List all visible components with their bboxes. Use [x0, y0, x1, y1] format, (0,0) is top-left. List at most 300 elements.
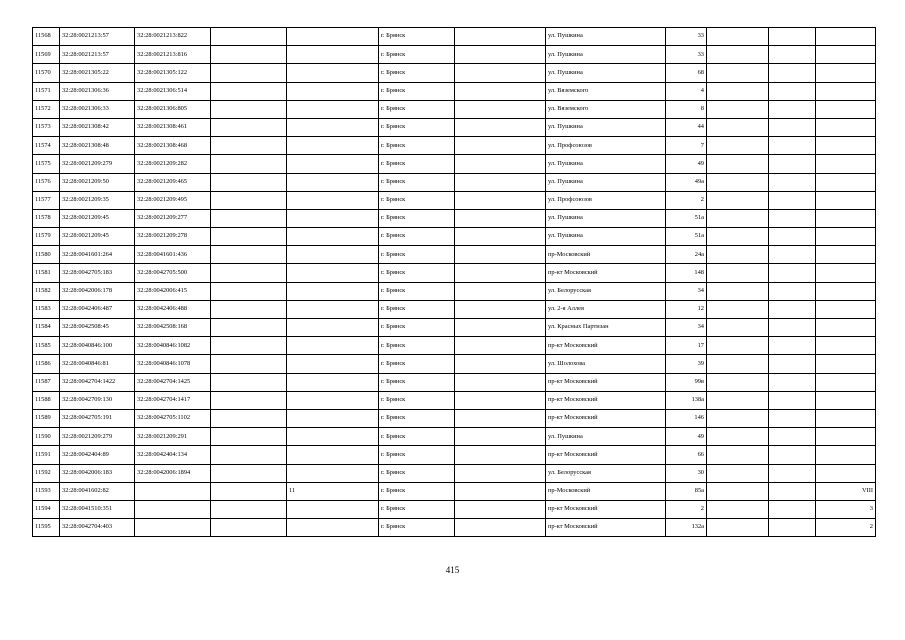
cell-extra-a: [707, 428, 769, 446]
cell-house-number: 2: [666, 191, 707, 209]
cell-extra-b: [769, 228, 816, 246]
cell-district: [455, 409, 546, 427]
cell-extra-a: [707, 319, 769, 337]
cell-row-number: 11570: [33, 64, 60, 82]
cell-extra-b: [769, 319, 816, 337]
cell-cadastral-number: 32:28:0042006:178: [60, 282, 135, 300]
cell-empty-col: [211, 46, 287, 64]
table-row: [33, 391, 876, 409]
table-row: [33, 464, 876, 482]
cell-flat-number: 2: [816, 519, 876, 537]
table-row: [33, 209, 876, 227]
cell-house-number: 66: [666, 446, 707, 464]
cell-empty-col: [211, 173, 287, 191]
cell-row-number: 11581: [33, 264, 60, 282]
cell-object-number: 32:28:0021209:291: [135, 428, 211, 446]
cell-street: ул. Пушкина: [546, 155, 666, 173]
cell-row-number: 11590: [33, 428, 60, 446]
cell-house-number: 30: [666, 464, 707, 482]
cell-house-number: 7: [666, 137, 707, 155]
cell-extra-a: [707, 519, 769, 537]
cell-object-number: 32:28:0040846:1078: [135, 355, 211, 373]
cell-cadastral-number: 32:28:0021306:36: [60, 82, 135, 100]
cell-extra-b: [769, 264, 816, 282]
table-row: [33, 100, 876, 118]
cell-empty-col: [211, 246, 287, 264]
cell-city: г. Брянск: [379, 173, 455, 191]
cell-street: ул. Красных Партизан: [546, 319, 666, 337]
cell-street: пр-Московский: [546, 482, 666, 500]
cell-flat-number: [816, 64, 876, 82]
cell-flat-number: [816, 264, 876, 282]
cell-city: г. Брянск: [379, 409, 455, 427]
cell-city: г. Брянск: [379, 482, 455, 500]
cell-city: г. Брянск: [379, 100, 455, 118]
cell-street: ул. Белорусская: [546, 282, 666, 300]
cell-street: пр-Московский: [546, 246, 666, 264]
cell-extra-a: [707, 173, 769, 191]
cell-extra-b: [769, 209, 816, 227]
cell-city: г. Брянск: [379, 246, 455, 264]
cell-district: [455, 282, 546, 300]
cell-district: [455, 446, 546, 464]
cell-cadastral-number: 32:28:0042705:183: [60, 264, 135, 282]
cell-object-number: 32:28:0021209:282: [135, 155, 211, 173]
cell-cadastral-number: 32:28:0042406:487: [60, 300, 135, 318]
table-row: [33, 246, 876, 264]
registry-table: [32, 27, 876, 537]
cell-house-number: 146: [666, 409, 707, 427]
table-row: [33, 337, 876, 355]
cell-flat-number: [816, 246, 876, 264]
cell-district: [455, 100, 546, 118]
cell-cadastral-number: 32:28:0021305:22: [60, 64, 135, 82]
cell-extra-a: [707, 264, 769, 282]
cell-empty-col: [211, 519, 287, 537]
cell-extra-a: [707, 464, 769, 482]
cell-row-number: 11584: [33, 319, 60, 337]
cell-extra-a: [707, 28, 769, 46]
cell-flat-number: [816, 428, 876, 446]
cell-street: ул. Профсоюзов: [546, 137, 666, 155]
cell-object-number: [135, 500, 211, 518]
cell-extra-b: [769, 100, 816, 118]
cell-extra-b: [769, 464, 816, 482]
cell-extra-a: [707, 409, 769, 427]
table-row: [33, 409, 876, 427]
cell-extra-b: [769, 46, 816, 64]
cell-district: [455, 300, 546, 318]
cell-city: г. Брянск: [379, 519, 455, 537]
cell-street: ул. Пушкина: [546, 46, 666, 64]
cell-house-number: 51а: [666, 228, 707, 246]
cell-extra-b: [769, 446, 816, 464]
cell-district: [455, 464, 546, 482]
cell-row-number: 11582: [33, 282, 60, 300]
cell-house-number: 2: [666, 500, 707, 518]
cell-empty-col: [211, 228, 287, 246]
cell-row-number: 11585: [33, 337, 60, 355]
cell-building-number: [287, 264, 379, 282]
cell-row-number: 11595: [33, 519, 60, 537]
cell-city: г. Брянск: [379, 428, 455, 446]
cell-district: [455, 118, 546, 136]
cell-cadastral-number: 32:28:0021209:279: [60, 428, 135, 446]
cell-building-number: [287, 464, 379, 482]
cell-object-number: 32:28:0021308:468: [135, 137, 211, 155]
cell-cadastral-number: 32:28:0021308:42: [60, 118, 135, 136]
cell-district: [455, 373, 546, 391]
cell-district: [455, 155, 546, 173]
cell-cadastral-number: 32:28:0041601:264: [60, 246, 135, 264]
cell-object-number: 32:28:0042705:500: [135, 264, 211, 282]
cell-extra-b: [769, 282, 816, 300]
cell-extra-b: [769, 155, 816, 173]
cell-row-number: 11578: [33, 209, 60, 227]
cell-extra-a: [707, 137, 769, 155]
cell-extra-a: [707, 100, 769, 118]
cell-building-number: [287, 500, 379, 518]
cell-cadastral-number: 32:28:0042709:130: [60, 391, 135, 409]
cell-flat-number: [816, 28, 876, 46]
table-row: [33, 446, 876, 464]
cell-object-number: 32:28:0040846:1082: [135, 337, 211, 355]
cell-row-number: 11573: [33, 118, 60, 136]
cell-street: ул. Пушкина: [546, 28, 666, 46]
cell-flat-number: [816, 173, 876, 191]
cell-flat-number: [816, 118, 876, 136]
cell-street: ул. Пушкина: [546, 228, 666, 246]
cell-house-number: 24а: [666, 246, 707, 264]
cell-building-number: [287, 373, 379, 391]
cell-street: пр-кт Московский: [546, 500, 666, 518]
cell-building-number: [287, 246, 379, 264]
cell-object-number: 32:28:0021306:514: [135, 82, 211, 100]
cell-extra-b: [769, 300, 816, 318]
cell-city: г. Брянск: [379, 264, 455, 282]
cell-building-number: [287, 409, 379, 427]
cell-row-number: 11592: [33, 464, 60, 482]
cell-house-number: 49: [666, 428, 707, 446]
cell-extra-a: [707, 46, 769, 64]
cell-house-number: 148: [666, 264, 707, 282]
cell-object-number: 32:28:0021209:465: [135, 173, 211, 191]
cell-flat-number: [816, 137, 876, 155]
cell-empty-col: [211, 300, 287, 318]
cell-row-number: 11572: [33, 100, 60, 118]
cell-flat-number: [816, 300, 876, 318]
table-row: [33, 64, 876, 82]
cell-cadastral-number: 32:28:0021213:57: [60, 46, 135, 64]
cell-flat-number: [816, 464, 876, 482]
cell-street: пр-кт Московский: [546, 391, 666, 409]
cell-district: [455, 264, 546, 282]
cell-city: г. Брянск: [379, 337, 455, 355]
cell-district: [455, 246, 546, 264]
cell-object-number: 32:28:0042406:488: [135, 300, 211, 318]
cell-district: [455, 500, 546, 518]
cell-extra-b: [769, 28, 816, 46]
cell-district: [455, 428, 546, 446]
cell-flat-number: [816, 409, 876, 427]
cell-city: г. Брянск: [379, 64, 455, 82]
cell-row-number: 11580: [33, 246, 60, 264]
cell-empty-col: [211, 464, 287, 482]
cell-city: г. Брянск: [379, 82, 455, 100]
cell-row-number: 11586: [33, 355, 60, 373]
cell-house-number: 44: [666, 118, 707, 136]
cell-extra-b: [769, 428, 816, 446]
cell-row-number: 11577: [33, 191, 60, 209]
cell-building-number: [287, 337, 379, 355]
cell-empty-col: [211, 82, 287, 100]
cell-street: ул. Пушкина: [546, 209, 666, 227]
cell-object-number: 32:28:0042508:168: [135, 319, 211, 337]
cell-cadastral-number: 32:28:0041602:82: [60, 482, 135, 500]
cell-city: г. Брянск: [379, 300, 455, 318]
cell-house-number: 85а: [666, 482, 707, 500]
table-row: [33, 28, 876, 46]
cell-empty-col: [211, 118, 287, 136]
cell-house-number: 34: [666, 319, 707, 337]
cell-city: г. Брянск: [379, 228, 455, 246]
cell-flat-number: [816, 191, 876, 209]
cell-empty-col: [211, 337, 287, 355]
table-row: [33, 118, 876, 136]
cell-extra-b: [769, 118, 816, 136]
cell-extra-a: [707, 373, 769, 391]
cell-extra-b: [769, 82, 816, 100]
cell-row-number: 11569: [33, 46, 60, 64]
cell-row-number: 11589: [33, 409, 60, 427]
cell-extra-a: [707, 355, 769, 373]
table-row: [33, 519, 876, 537]
cell-empty-col: [211, 482, 287, 500]
cell-house-number: 68: [666, 64, 707, 82]
cell-building-number: [287, 173, 379, 191]
cell-object-number: 32:28:0041601:436: [135, 246, 211, 264]
cell-cadastral-number: 32:28:0021209:45: [60, 228, 135, 246]
cell-empty-col: [211, 391, 287, 409]
cell-row-number: 11568: [33, 28, 60, 46]
cell-street: пр-кт Московский: [546, 337, 666, 355]
cell-flat-number: [816, 46, 876, 64]
cell-flat-number: [816, 373, 876, 391]
cell-flat-number: [816, 337, 876, 355]
cell-building-number: [287, 46, 379, 64]
table-row: [33, 82, 876, 100]
cell-extra-a: [707, 155, 769, 173]
table-row: [33, 355, 876, 373]
cell-row-number: 11576: [33, 173, 60, 191]
cell-flat-number: [816, 155, 876, 173]
cell-district: [455, 355, 546, 373]
table-row: [33, 373, 876, 391]
cell-object-number: 32:28:0042705:1102: [135, 409, 211, 427]
table-row: [33, 137, 876, 155]
cell-object-number: 32:28:0021306:805: [135, 100, 211, 118]
cell-house-number: 8: [666, 100, 707, 118]
cell-cadastral-number: 32:28:0042404:89: [60, 446, 135, 464]
cell-empty-col: [211, 409, 287, 427]
cell-street: ул. Вяземского: [546, 82, 666, 100]
cell-district: [455, 82, 546, 100]
cell-city: г. Брянск: [379, 464, 455, 482]
cell-district: [455, 64, 546, 82]
cell-house-number: 12: [666, 300, 707, 318]
cell-row-number: 11594: [33, 500, 60, 518]
cell-house-number: 33: [666, 28, 707, 46]
cell-house-number: 4: [666, 82, 707, 100]
cell-cadastral-number: 32:28:0042705:191: [60, 409, 135, 427]
cell-city: г. Брянск: [379, 355, 455, 373]
cell-street: пр-кт Московский: [546, 373, 666, 391]
cell-building-number: [287, 446, 379, 464]
cell-city: г. Брянск: [379, 118, 455, 136]
cell-house-number: 138а: [666, 391, 707, 409]
cell-house-number: 132а: [666, 519, 707, 537]
cell-row-number: 11575: [33, 155, 60, 173]
cell-district: [455, 209, 546, 227]
cell-row-number: 11591: [33, 446, 60, 464]
cell-object-number: 32:28:0042404:134: [135, 446, 211, 464]
cell-empty-col: [211, 191, 287, 209]
cell-cadastral-number: 32:28:0042704:1422: [60, 373, 135, 391]
cell-extra-b: [769, 519, 816, 537]
cell-city: г. Брянск: [379, 446, 455, 464]
cell-city: г. Брянск: [379, 28, 455, 46]
cell-street: пр-кт Московский: [546, 446, 666, 464]
cell-city: г. Брянск: [379, 319, 455, 337]
cell-flat-number: [816, 446, 876, 464]
cell-city: г. Брянск: [379, 191, 455, 209]
cell-object-number: 32:28:0042006:415: [135, 282, 211, 300]
cell-empty-col: [211, 373, 287, 391]
cell-building-number: [287, 319, 379, 337]
cell-building-number: [287, 300, 379, 318]
cell-district: [455, 28, 546, 46]
cell-city: г. Брянск: [379, 391, 455, 409]
cell-district: [455, 482, 546, 500]
cell-district: [455, 391, 546, 409]
cell-cadastral-number: 32:28:0021306:33: [60, 100, 135, 118]
cell-extra-a: [707, 482, 769, 500]
cell-cadastral-number: 32:28:0021209:279: [60, 155, 135, 173]
cell-flat-number: [816, 282, 876, 300]
cell-empty-col: [211, 264, 287, 282]
cell-city: г. Брянск: [379, 282, 455, 300]
cell-extra-b: [769, 500, 816, 518]
cell-building-number: [287, 428, 379, 446]
cell-flat-number: [816, 319, 876, 337]
cell-building-number: [287, 209, 379, 227]
cell-empty-col: [211, 319, 287, 337]
cell-extra-a: [707, 191, 769, 209]
cell-cadastral-number: 32:28:0021209:50: [60, 173, 135, 191]
cell-building-number: [287, 137, 379, 155]
table-row: [33, 155, 876, 173]
cell-building-number: [287, 100, 379, 118]
cell-street: пр-кт Московский: [546, 264, 666, 282]
cell-flat-number: [816, 391, 876, 409]
cell-extra-a: [707, 228, 769, 246]
cell-extra-b: [769, 409, 816, 427]
cell-extra-b: [769, 64, 816, 82]
cell-street: ул. Пушкина: [546, 173, 666, 191]
cell-object-number: 32:28:0021308:461: [135, 118, 211, 136]
table-row: [33, 46, 876, 64]
cell-city: г. Брянск: [379, 46, 455, 64]
cell-building-number: [287, 228, 379, 246]
cell-house-number: 51а: [666, 209, 707, 227]
cell-cadastral-number: 32:28:0040846:100: [60, 337, 135, 355]
cell-extra-b: [769, 191, 816, 209]
table-row: [33, 282, 876, 300]
cell-district: [455, 228, 546, 246]
cell-extra-b: [769, 373, 816, 391]
cell-object-number: 32:28:0021209:495: [135, 191, 211, 209]
cell-object-number: 32:28:0042006:1894: [135, 464, 211, 482]
cell-street: ул. Пушкина: [546, 428, 666, 446]
cell-object-number: [135, 482, 211, 500]
cell-building-number: [287, 64, 379, 82]
cell-extra-b: [769, 391, 816, 409]
cell-empty-col: [211, 428, 287, 446]
cell-building-number: [287, 282, 379, 300]
cell-city: г. Брянск: [379, 137, 455, 155]
cell-cadastral-number: 32:28:0042704:403: [60, 519, 135, 537]
cell-building-number: [287, 28, 379, 46]
table-row: [33, 228, 876, 246]
cell-house-number: 33: [666, 46, 707, 64]
cell-street: ул. Профсоюзов: [546, 191, 666, 209]
cell-building-number: [287, 155, 379, 173]
cell-empty-col: [211, 28, 287, 46]
cell-district: [455, 519, 546, 537]
cell-object-number: 32:28:0021209:277: [135, 209, 211, 227]
cell-extra-b: [769, 173, 816, 191]
cell-row-number: 11588: [33, 391, 60, 409]
table-row: [33, 482, 876, 500]
cell-street: пр-кт Московский: [546, 409, 666, 427]
table-body: [33, 28, 876, 537]
cell-row-number: 11583: [33, 300, 60, 318]
cell-object-number: 32:28:0021213:816: [135, 46, 211, 64]
cell-extra-b: [769, 355, 816, 373]
table-row: [33, 191, 876, 209]
cell-extra-b: [769, 137, 816, 155]
cell-extra-b: [769, 482, 816, 500]
cell-empty-col: [211, 209, 287, 227]
cell-object-number: 32:28:0042704:1425: [135, 373, 211, 391]
cell-district: [455, 137, 546, 155]
table-row: [33, 300, 876, 318]
cell-empty-col: [211, 155, 287, 173]
cell-object-number: 32:28:0021213:822: [135, 28, 211, 46]
cell-empty-col: [211, 64, 287, 82]
cell-city: г. Брянск: [379, 373, 455, 391]
cell-object-number: 32:28:0021209:278: [135, 228, 211, 246]
cell-row-number: 11593: [33, 482, 60, 500]
cell-street: ул. Пушкина: [546, 64, 666, 82]
cell-flat-number: [816, 82, 876, 100]
cell-extra-a: [707, 500, 769, 518]
cell-cadastral-number: 32:28:0042508:45: [60, 319, 135, 337]
cell-extra-b: [769, 337, 816, 355]
cell-extra-a: [707, 246, 769, 264]
cell-flat-number: [816, 228, 876, 246]
cell-district: [455, 337, 546, 355]
